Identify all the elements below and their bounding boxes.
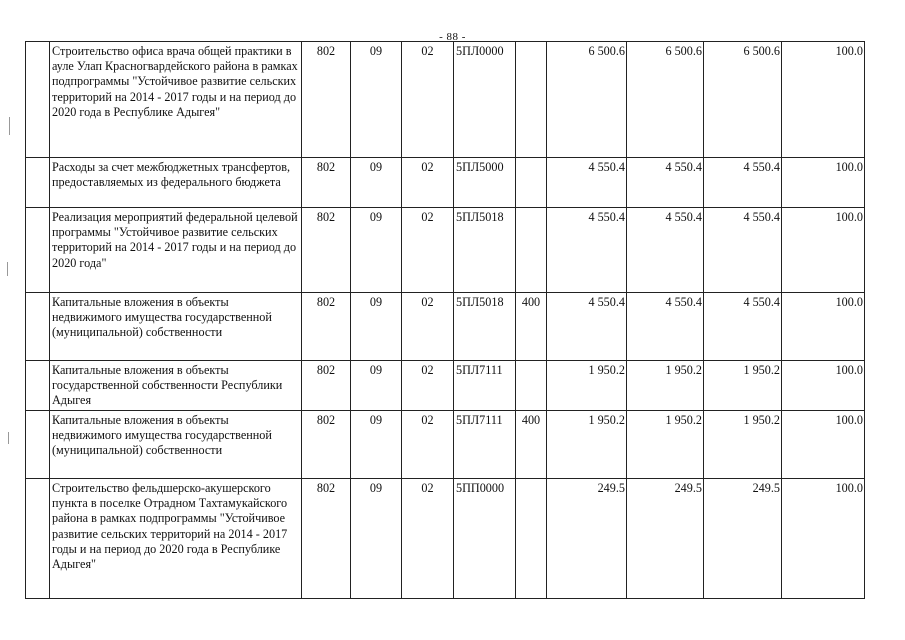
ministry-code-cell: 802 [302, 42, 351, 158]
executed-amount-cell: 4 550.4 [704, 158, 782, 208]
percent-cell: 100.0 [782, 479, 865, 599]
section-code-cell: 09 [351, 479, 402, 599]
target-code-cell: 5ПЛ7111 [454, 411, 516, 479]
row-name-cell: Реализация мероприятий федеральной целевой программы "Устойчивое развитие сельских территорий на 2014 - 2017 годы и на период до 2020 года" [50, 208, 302, 293]
row-name-cell: Расходы за счет межбюджетных трансфертов, предоставляемых из федерального бюджета [50, 158, 302, 208]
executed-amount-cell: 1 950.2 [704, 361, 782, 411]
table-row [26, 479, 865, 599]
subsection-code-cell: 02 [402, 411, 454, 479]
target-code-cell: 5ПЛ0000 [454, 42, 516, 158]
row-margin-cell [26, 411, 50, 479]
plan-amount-cell: 1 950.2 [547, 411, 627, 479]
percent-cell: 100.0 [782, 42, 865, 158]
subsection-code-cell: 02 [402, 208, 454, 293]
subsection-code-cell: 02 [402, 293, 454, 361]
table-row [26, 411, 865, 479]
row-margin-cell [26, 158, 50, 208]
row-margin-cell [26, 293, 50, 361]
plan-amount-cell: 4 550.4 [547, 208, 627, 293]
table-row [26, 361, 865, 411]
percent-cell: 100.0 [782, 293, 865, 361]
ministry-code-cell: 802 [302, 411, 351, 479]
section-code-cell: 09 [351, 42, 402, 158]
subsection-code-cell: 02 [402, 479, 454, 599]
scan-artifact-mark [9, 117, 10, 135]
specified-amount-cell: 6 500.6 [627, 42, 704, 158]
expense-type-cell [516, 361, 547, 411]
plan-amount-cell: 1 950.2 [547, 361, 627, 411]
specified-amount-cell: 4 550.4 [627, 158, 704, 208]
percent-cell: 100.0 [782, 411, 865, 479]
row-name-cell: Капитальные вложения в объекты недвижимого имущества государственной (муниципальной) собственности [50, 411, 302, 479]
row-name-cell: Строительство офиса врача общей практики в ауле Улап Красногвардейского района в рамках подпрограммы "Устойчивое развитие сельских территорий на 2014 - 2017 годы и на период до 2020 года в Республике Адыгея" [50, 42, 302, 158]
section-code-cell: 09 [351, 158, 402, 208]
ministry-code-cell: 802 [302, 479, 351, 599]
expense-type-cell [516, 158, 547, 208]
executed-amount-cell: 6 500.6 [704, 42, 782, 158]
row-name-cell: Строительство фельдшерско-акушерского пункта в поселке Отрадном Тахтамукайского района в рамках подпрограммы "Устойчивое развитие сельских территорий на 2014 - 2017 годы и на период до 2020 года в Республике Адыгея" [50, 479, 302, 599]
target-code-cell: 5ПЛ5018 [454, 208, 516, 293]
expense-type-cell: 400 [516, 411, 547, 479]
budget-table [25, 41, 865, 599]
plan-amount-cell: 4 550.4 [547, 293, 627, 361]
table-row [26, 293, 865, 361]
scan-artifact-mark [7, 262, 8, 276]
executed-amount-cell: 249.5 [704, 479, 782, 599]
row-margin-cell [26, 361, 50, 411]
specified-amount-cell: 249.5 [627, 479, 704, 599]
row-margin-cell [26, 42, 50, 158]
subsection-code-cell: 02 [402, 361, 454, 411]
executed-amount-cell: 4 550.4 [704, 208, 782, 293]
row-name-cell: Капитальные вложения в объекты государственной собственности Республики Адыгея [50, 361, 302, 411]
ministry-code-cell: 802 [302, 293, 351, 361]
section-code-cell: 09 [351, 361, 402, 411]
target-code-cell: 5ПЛ5000 [454, 158, 516, 208]
ministry-code-cell: 802 [302, 361, 351, 411]
scan-artifact-mark [8, 432, 9, 444]
expense-type-cell [516, 479, 547, 599]
plan-amount-cell: 4 550.4 [547, 158, 627, 208]
specified-amount-cell: 1 950.2 [627, 361, 704, 411]
table-row [26, 42, 865, 158]
subsection-code-cell: 02 [402, 158, 454, 208]
subsection-code-cell: 02 [402, 42, 454, 158]
ministry-code-cell: 802 [302, 208, 351, 293]
executed-amount-cell: 1 950.2 [704, 411, 782, 479]
page-number: - 88 - [439, 31, 466, 43]
target-code-cell: 5ПЛ7111 [454, 361, 516, 411]
percent-cell: 100.0 [782, 208, 865, 293]
target-code-cell: 5ПЛ5018 [454, 293, 516, 361]
specified-amount-cell: 4 550.4 [627, 208, 704, 293]
plan-amount-cell: 249.5 [547, 479, 627, 599]
row-margin-cell [26, 208, 50, 293]
expense-type-cell [516, 42, 547, 158]
percent-cell: 100.0 [782, 158, 865, 208]
specified-amount-cell: 4 550.4 [627, 293, 704, 361]
row-margin-cell [26, 479, 50, 599]
section-code-cell: 09 [351, 411, 402, 479]
expense-type-cell: 400 [516, 293, 547, 361]
plan-amount-cell: 6 500.6 [547, 42, 627, 158]
table-row [26, 158, 865, 208]
section-code-cell: 09 [351, 208, 402, 293]
executed-amount-cell: 4 550.4 [704, 293, 782, 361]
section-code-cell: 09 [351, 293, 402, 361]
percent-cell: 100.0 [782, 361, 865, 411]
specified-amount-cell: 1 950.2 [627, 411, 704, 479]
ministry-code-cell: 802 [302, 158, 351, 208]
expense-type-cell [516, 208, 547, 293]
target-code-cell: 5ПП0000 [454, 479, 516, 599]
table-row [26, 208, 865, 293]
row-name-cell: Капитальные вложения в объекты недвижимого имущества государственной (муниципальной) собственности [50, 293, 302, 361]
